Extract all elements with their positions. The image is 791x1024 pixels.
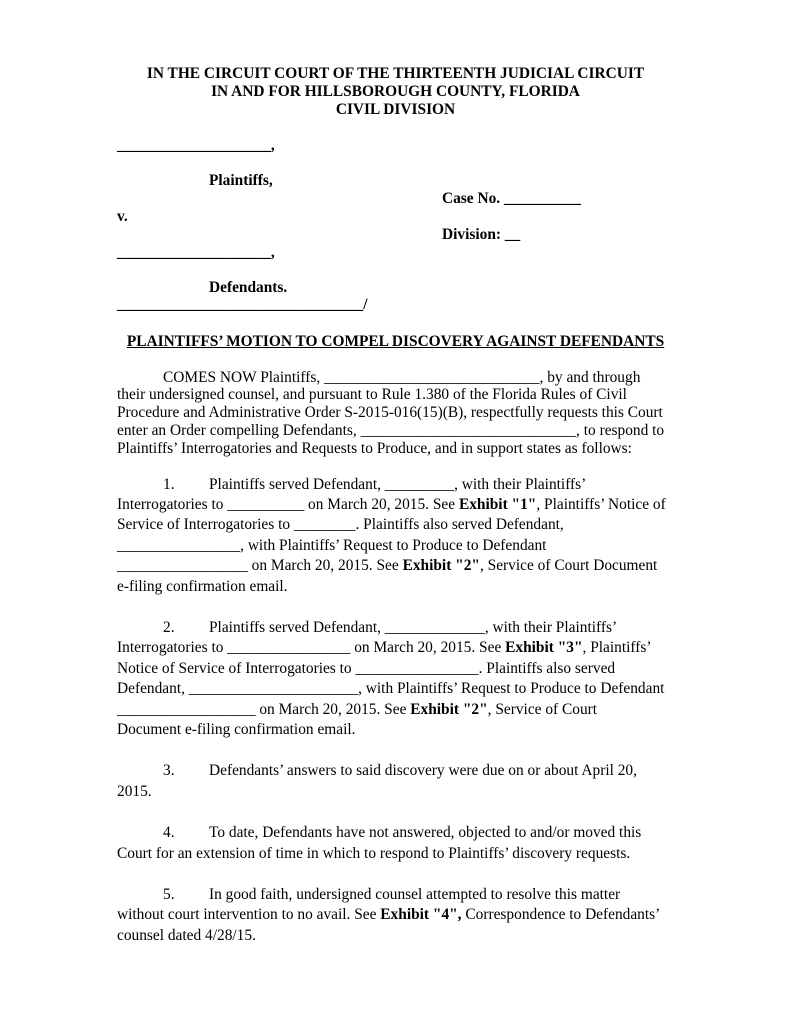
paragraph-number: 4. [163,824,175,841]
paragraph-2-line: Interrogatories to ________________ on March 20, 2015. See Exhibit "3", Plaintiffs’ [117,639,652,656]
court-header-line-3: CIVIL DIVISION [335,101,456,118]
case-number: Case No. __________ [442,190,581,207]
paragraph-2-line: Plaintiffs served Defendant, _____________, with their Plaintiffs’ [209,619,618,636]
paragraph-1-line: Interrogatories to __________ on March 20, 2015. See Exhibit "1", Plaintiffs’ Notice of [117,496,666,513]
paragraph-2-line: __________________ on March 20, 2015. See Exhibit "2", Service of Court [117,701,598,718]
paragraph-1-line: Service of Interrogatories to ________. Plaintiffs also served Defendant, [117,516,564,533]
exhibit-4-ref: Exhibit "4", [380,906,462,923]
paragraph-number: 2. [163,619,175,636]
paragraph-number: 3. [163,762,175,779]
paragraph-2-line: Notice of Service of Interrogatories to ________________. Plaintiffs also served [117,660,616,677]
paragraph-5-line: counsel dated 4/28/15. [117,927,256,944]
paragraph-1-line: Plaintiffs served Defendant, _________, with their Plaintiffs’ [209,476,587,493]
plaintiffs-label: Plaintiffs, [209,172,273,189]
paragraph-3-line: 2015. [117,783,152,800]
motion-title: PLAINTIFFS’ MOTION TO COMPEL DISCOVERY AGAINST DEFENDANTS [126,333,665,350]
exhibit-3-ref: Exhibit "3" [505,639,583,656]
intro-line: COMES NOW Plaintiffs, ____________________________, by and through [163,369,641,386]
division-label: Division: __ [442,226,521,243]
intro-line: Plaintiffs’ Interrogatories and Requests to Produce, and in support states as follows: [117,440,632,457]
exhibit-2-ref: Exhibit "2" [402,557,480,574]
paragraph-4-line: Court for an extension of time in which to respond to Plaintiffs’ discovery requests. [117,845,631,862]
versus-label: v. [117,208,128,225]
paragraph-4-line: To date, Defendants have not answered, objected to and/or moved this [209,824,642,841]
paragraph-5-line: without court intervention to no avail. See Exhibit "4", Correspondence to Defendants’ [117,906,661,923]
paragraph-1-line: _________________ on March 20, 2015. See Exhibit "2", Service of Court Document [117,557,658,574]
plaintiff-name-blank: ____________________, [117,137,275,154]
caption-closing-line: ________________________________/ [117,296,368,313]
defendant-name-blank: ____________________, [117,244,275,261]
paragraph-number: 1. [163,476,175,493]
exhibit-2-ref: Exhibit "2" [410,701,488,718]
exhibit-1-ref: Exhibit "1" [458,496,537,513]
paragraph-number: 5. [163,886,175,903]
paragraph-5-line: In good faith, undersigned counsel attempted to resolve this matter [209,886,621,903]
intro-line: their undersigned counsel, and pursuant to Rule 1.380 of the Florida Rules of Civil [117,386,627,403]
defendants-label: Defendants. [209,279,288,296]
paragraph-1-line: ________________, with Plaintiffs’ Request to Produce to Defendant [117,537,547,554]
court-header-line-1: IN THE CIRCUIT COURT OF THE THIRTEENTH JUDICIAL CIRCUIT [146,65,645,82]
intro-line: Procedure and Administrative Order S-2015-016(15)(B), respectfully requests this Court [117,404,663,421]
court-header-line-2: IN AND FOR HILLSBOROUGH COUNTY, FLORIDA [211,83,580,100]
paragraph-2-line: Document e-filing confirmation email. [117,721,356,738]
paragraph-1-line: e-filing confirmation email. [117,578,288,595]
paragraph-3-line: Defendants’ answers to said discovery were due on or about April 20, [209,762,637,779]
paragraph-2-line: Defendant, ______________________, with Plaintiffs’ Request to Produce to Defendant [117,680,665,697]
intro-line: enter an Order compelling Defendants, ____________________________, to respond to [117,422,665,439]
